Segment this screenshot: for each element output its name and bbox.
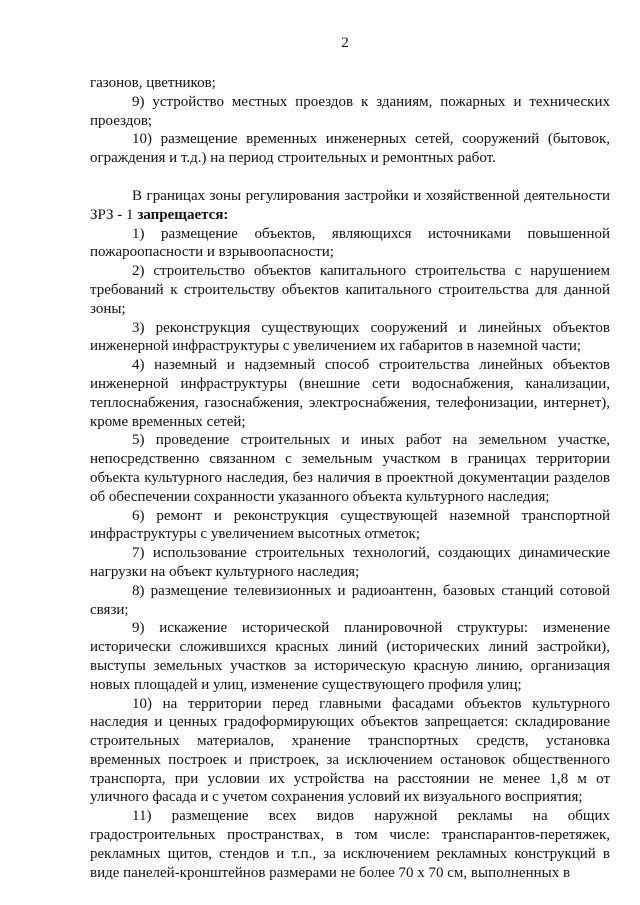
prohibition-item: 11) размещение всех видов наружной рекламы на общих градостроительных пространствах, в том числе: транспарантов-перетяжек, рекламных щитов, стендов и т.п., за исключением рекламных конструкций в виде панелей-кронштейнов размерами не более 70 х 70 см, выполненных в [90,808,610,881]
intro-lead: В границах зоны регулирования застройки и хозяйственной деятельности ЗРЗ - 1 [90,187,610,223]
prohibition-item: 9) искажение исторической планировочной структуры: изменение исторически сложившихся красных линий (исторических линий застройки), выступы земельных участков за историческую красную линию, организация новых площадей и улиц, изменение существующего профиля улиц; [90,620,610,693]
paragraph-item-9-allowed: 9) устройство местных проездов к зданиям, пожарных и технических проездов; [90,93,610,129]
prohibition-item: 10) на территории перед главными фасадами объектов культурного наследия и ценных градоформирующих объектов запрещается: складирование строительных материалов, хранение транспортных средств, установка временных построек и пристроек, за исключением остановок общественного транспорта, при условии их устройства на расстоянии не менее 1,8 м от уличного фасада и с учетом сохранения условий их визуального восприятия; [90,695,610,806]
paragraph-item-10-allowed: 10) размещение временных инженерных сетей, сооружений (бытовок, ограждения и т.д.) на период строительных и ремонтных работ. [90,131,610,167]
prohibition-item: 2) строительство объектов капитального строительства с нарушением требований к строительству объектов капитального строительства для данной зоны; [90,263,610,317]
intro-emphasis: запрещается: [137,206,229,223]
prohibition-item: 5) проведение строительных и иных работ на земельном участке, непосредственно связанном с земельным участком в границах территории объекта культурного наследия, без наличия в проектной документации разделов об обеспечении сохранности указанного объекта культурного наследия; [90,432,610,505]
page-number: 2 [341,35,349,51]
prohibition-item: 1) размещение объектов, являющихся источниками повышенной пожароопасности и взрывоопасности; [90,225,610,261]
section-gap [90,168,610,187]
prohibitions-intro [90,187,610,225]
prohibition-item: 8) размещение телевизионных и радиоантенн, базовых станций сотовой связи; [90,582,610,618]
prohibition-item: 6) ремонт и реконструкция существующей наземной транспортной инфраструктуры с увеличением высотных отметок; [90,507,610,543]
document-body [90,74,610,882]
prohibition-item: 7) использование строительных технологий, создающих динамические нагрузки на объект культурного наследия; [90,545,610,580]
prohibition-item: 3) реконструкция существующих сооружений и линейных объектов инженерной инфраструктуры с увеличением их габаритов в наземной части; [90,319,610,355]
prohibition-item: 4) наземный и надземный способ строительства линейных объектов инженерной инфраструктуры (внешние сети водоснабжения, канализации, теплоснабжения, газоснабжения, электроснабжения, телефонизации, интернет), кроме временных сетей; [90,357,610,430]
paragraph-continuation: газонов, цветников; [90,75,216,91]
